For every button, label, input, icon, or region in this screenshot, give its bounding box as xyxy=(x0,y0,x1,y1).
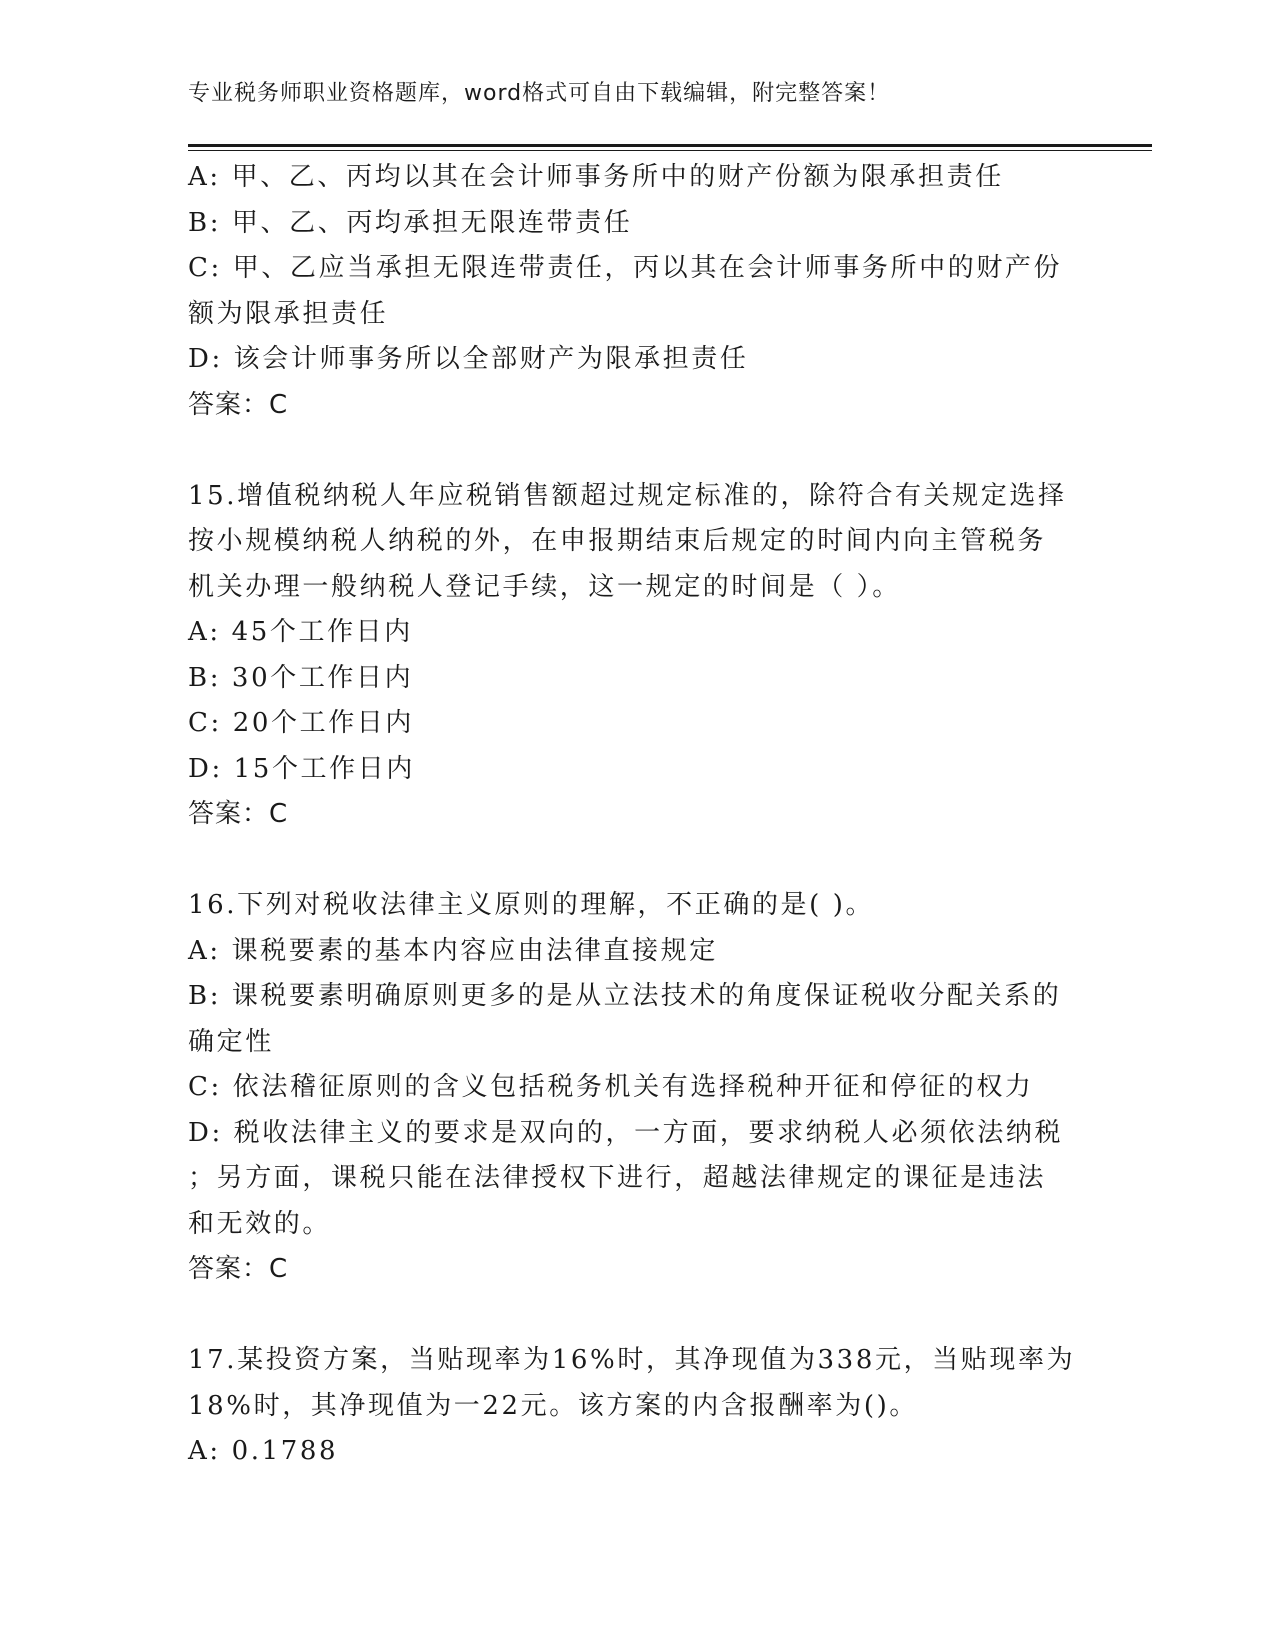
q16-option-d-line3: 和无效的。 xyxy=(188,1208,332,1239)
question-15 xyxy=(188,474,1088,838)
spacer xyxy=(188,1293,1088,1339)
q14-option-c-line2: 额为限承担责任 xyxy=(188,298,389,329)
q16-answer: 答案：C xyxy=(188,1254,289,1284)
q16-option-a: A: 课税要素的基本内容应由法律直接规定 xyxy=(188,935,718,966)
page-header: 专业税务师职业资格题库，word格式可自由下载编辑，附完整答案！ xyxy=(188,81,891,106)
question-14 xyxy=(188,155,1088,428)
q15-option-a: A: 45个工作日内 xyxy=(188,617,413,647)
q16-option-c: C: 依法稽征原则的含义包括税务机关有选择税种开征和停征的权力 xyxy=(188,1072,1034,1102)
q14-answer: 答案：C xyxy=(188,389,289,420)
q16-option-b-line2: 确定性 xyxy=(188,1026,274,1057)
q15-stem-line3: 机关办理一般纳税人登记手续，这一规定的时间是（ ）。 xyxy=(188,571,901,602)
question-17 xyxy=(188,1338,1088,1475)
question-16 xyxy=(188,883,1088,1293)
q14-option-b: B: 甲、乙、丙均承担无限连带责任 xyxy=(188,207,633,238)
q16-stem: 16.下列对税收法律主义原则的理解，不正确的是( )。 xyxy=(188,890,875,920)
question-content xyxy=(188,155,1088,1475)
q16-option-d-line2: ；另方面，课税只能在法律授权下进行，超越法律规定的课征是违法 xyxy=(188,1163,1047,1193)
spacer xyxy=(188,428,1088,474)
q15-answer: 答案：C xyxy=(188,799,289,829)
spacer xyxy=(188,838,1088,884)
q17-stem-line1: 17.某投资方案，当贴现率为16%时，其净现值为338元，当贴现率为 xyxy=(188,1345,1076,1375)
q15-option-c: C: 20个工作日内 xyxy=(188,708,415,738)
q15-option-b: B: 30个工作日内 xyxy=(188,662,414,693)
q14-option-a: A: 甲、乙、丙均以其在会计师事务所中的财产份额为限承担责任 xyxy=(188,162,1004,192)
q15-stem-line2: 按小规模纳税人纳税的外，在申报期结束后规定的时间内向主管税务 xyxy=(188,526,1047,556)
header-rule-thin xyxy=(188,150,1152,151)
q15-stem-line1: 15.增值税纳税人年应税销售额超过规定标准的，除符合有关规定选择 xyxy=(188,480,1067,511)
q14-option-d: D: 该会计师事务所以全部财产为限承担责任 xyxy=(188,344,749,374)
q17-option-a: A: 0.1788 xyxy=(188,1436,339,1466)
q17-stem-line2: 18%时，其净现值为一22元。该方案的内含报酬率为()。 xyxy=(188,1390,918,1421)
q16-option-b-line1: B: 课税要素明确原则更多的是从立法技术的角度保证税收分配关系的 xyxy=(188,981,1062,1011)
q16-option-d-line1: D: 税收法律主义的要求是双向的，一方面，要求纳税人必须依法纳税 xyxy=(188,1117,1064,1148)
header-rule-thick xyxy=(188,144,1152,147)
q14-option-c-line1: C: 甲、乙应当承担无限连带责任，丙以其在会计师事务所中的财产份 xyxy=(188,253,1063,283)
q15-option-d: D: 15个工作日内 xyxy=(188,753,415,784)
